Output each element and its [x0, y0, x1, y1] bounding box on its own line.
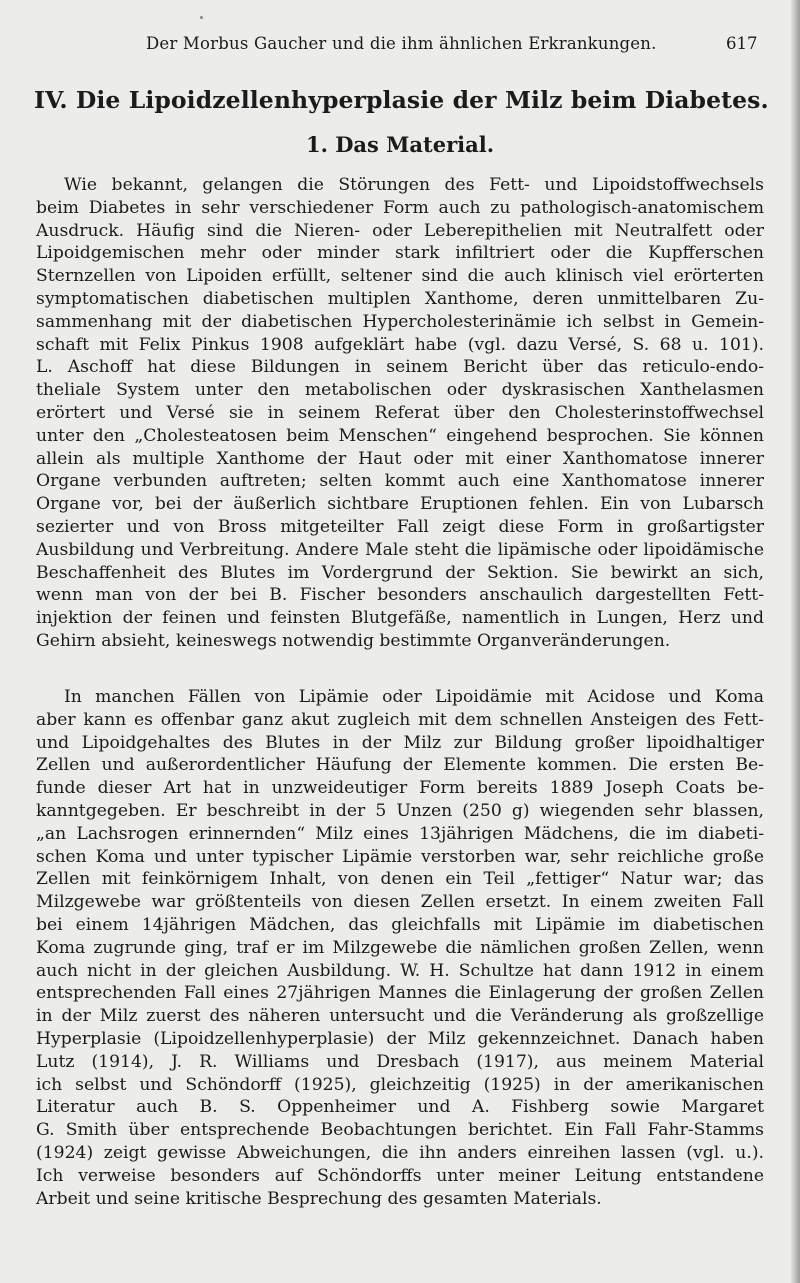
text-line: Organe verbunden auftreten; selten kommt auch eine Xanthomatose innerer: [36, 471, 764, 492]
section-title: 1. Das Material.: [305, 132, 495, 157]
text-line: Sternzellen von Lipoiden erfüllt, seltener sind die auch klinisch viel erörterten: [36, 266, 764, 287]
paragraph-1: [36, 174, 764, 653]
text-line: wenn man von der bei B. Fischer besonders anschaulich dargestellten Fett-: [36, 585, 764, 606]
text-line: Zellen und außerordentlicher Häufung der Elemente kommen. Die ersten Be-: [36, 755, 764, 776]
paper-speck: [200, 16, 203, 19]
text-line: aber kann es offenbar ganz akut zugleich mit dem schnellen Ansteigen des Fett-: [36, 709, 764, 730]
text-line: Beschaffenheit des Blutes im Vordergrund der Sektion. Sie bewirkt an sich,: [36, 562, 764, 583]
text-line: und Lipoidgehaltes des Blutes in der Milz zur Bildung großer lipoidhaltiger: [36, 732, 764, 753]
text-line: In manchen Fällen von Lipämie oder Lipoidämie mit Acidose und Koma: [64, 687, 764, 707]
text-line: Zellen mit feinkörnigem Inhalt, von denen ein Teil „fettiger“ Natur war; das: [36, 869, 764, 890]
text-line: entsprechenden Fall eines 27jährigen Mannes die Einlagerung der großen Zellen: [36, 983, 764, 1004]
text-line: Lipoidgemischen mehr oder minder stark infiltriert oder die Kupfferschen: [36, 243, 764, 264]
text-line: unter den „Cholesteatosen beim Menschen“ eingehend besprochen. Sie können: [36, 425, 764, 446]
text-line: Ich verweise besonders auf Schöndorffs unter meiner Leitung entstandene: [36, 1165, 764, 1186]
paragraph-2: [36, 686, 764, 1210]
text-line: sammenhang mit der diabetischen Hypercholesterinämie ich selbst in Gemein-: [36, 311, 764, 332]
text-line: bei einem 14jährigen Mädchen, das gleichfalls mit Lipämie im diabetischen: [36, 914, 764, 935]
text-line: Lutz (1914), J. R. Williams und Dresbach (1917), aus meinem Material: [36, 1051, 764, 1072]
text-line: Hyperplasie (Lipoidzellenhyperplasie) der Milz gekennzeichnet. Danach haben: [36, 1028, 764, 1049]
text-line: Wie bekannt, gelangen die Störungen des Fett- und Lipoidstoffwechsels: [64, 175, 764, 195]
text-line: kanntgegeben. Er beschreibt in der 5 Unzen (250 g) wiegenden sehr blassen,: [36, 800, 764, 821]
text-line: (1924) zeigt gewisse Abweichungen, die ihn anders einreihen lassen (vgl. u.).: [36, 1142, 764, 1163]
text-line: auch nicht in der gleichen Ausbildung. W. H. Schultze hat dann 1912 in einem: [36, 960, 764, 981]
text-line: sezierter und von Bross mitgeteilter Fall zeigt diese Form in großartigster: [36, 516, 764, 537]
running-title: Der Morbus Gaucher und die ihm ähnlichen Erkrankungen.: [146, 34, 657, 53]
text-line: Arbeit und seine kritische Besprechung des gesamten Materials.: [36, 1188, 602, 1209]
text-line: theliale System unter den metabolischen oder dyskrasischen Xanthelasmen: [36, 380, 764, 401]
text-line: in der Milz zuerst des näheren untersucht und die Veränderung als großzellige: [36, 1006, 764, 1027]
text-line: schaft mit Felix Pinkus 1908 aufgeklärt habe (vgl. dazu Versé, S. 68 u. 101).: [36, 334, 764, 355]
text-line: G. Smith über entsprechende Beobachtungen berichtet. Ein Fall Fahr-Stamms: [36, 1120, 764, 1141]
text-line: Ausbildung und Verbreitung. Andere Male steht die lipämische oder lipoidämische: [36, 539, 764, 560]
text-line: allein als multiple Xanthome der Haut oder mit einer Xanthomatose innerer: [36, 448, 764, 469]
chapter-title: IV. Die Lipoidzellenhyperplasie der Milz beim Diabetes.: [34, 86, 769, 114]
text-line: Organe vor, bei der äußerlich sichtbare Eruptionen fehlen. Ein von Lubarsch: [36, 494, 764, 515]
text-line: Literatur auch B. S. Oppenheimer und A. Fishberg sowie Margaret: [36, 1097, 764, 1118]
page-number: 617: [726, 34, 758, 53]
text-line: Ausdruck. Häufig sind die Nieren- oder Leberepithelien mit Neutralfett oder: [36, 220, 764, 241]
text-line: symptomatischen diabetischen multiplen Xanthome, deren unmittelbaren Zu-: [36, 288, 764, 309]
text-line: beim Diabetes in sehr verschiedener Form auch zu pathologisch-anatomischem: [36, 197, 764, 218]
text-line: funde dieser Art hat in unzweideutiger Form bereits 1889 Joseph Coats be-: [36, 778, 764, 799]
text-line: Koma zugrunde ging, traf er im Milzgewebe die nämlichen großen Zellen, wenn: [36, 937, 764, 958]
text-line: Milzgewebe war größtenteils von diesen Zellen ersetzt. In einem zweiten Fall: [36, 892, 764, 913]
text-line: schen Koma und unter typischer Lipämie verstorben war, sehr reichliche große: [36, 846, 764, 867]
text-line: „an Lachsrogen erinnernden“ Milz eines 13jährigen Mädchens, die im diabeti-: [36, 823, 764, 844]
page-edge-shadow: [790, 0, 800, 1283]
text-line: L. Aschoff hat diese Bildungen in seinem Bericht über das reticulo-endo-: [36, 357, 764, 378]
text-line: erörtert und Versé sie in seinem Referat über den Cholesterinstoffwechsel: [36, 402, 764, 423]
text-line: injektion der feinen und feinsten Blutgefäße, namentlich in Lungen, Herz und: [36, 608, 764, 629]
text-line: ich selbst und Schöndorff (1925), gleichzeitig (1925) in der amerikanischen: [36, 1074, 764, 1095]
running-head: [0, 34, 800, 58]
text-line: Gehirn absieht, keineswegs notwendig bestimmte Organveränderungen.: [36, 630, 671, 651]
